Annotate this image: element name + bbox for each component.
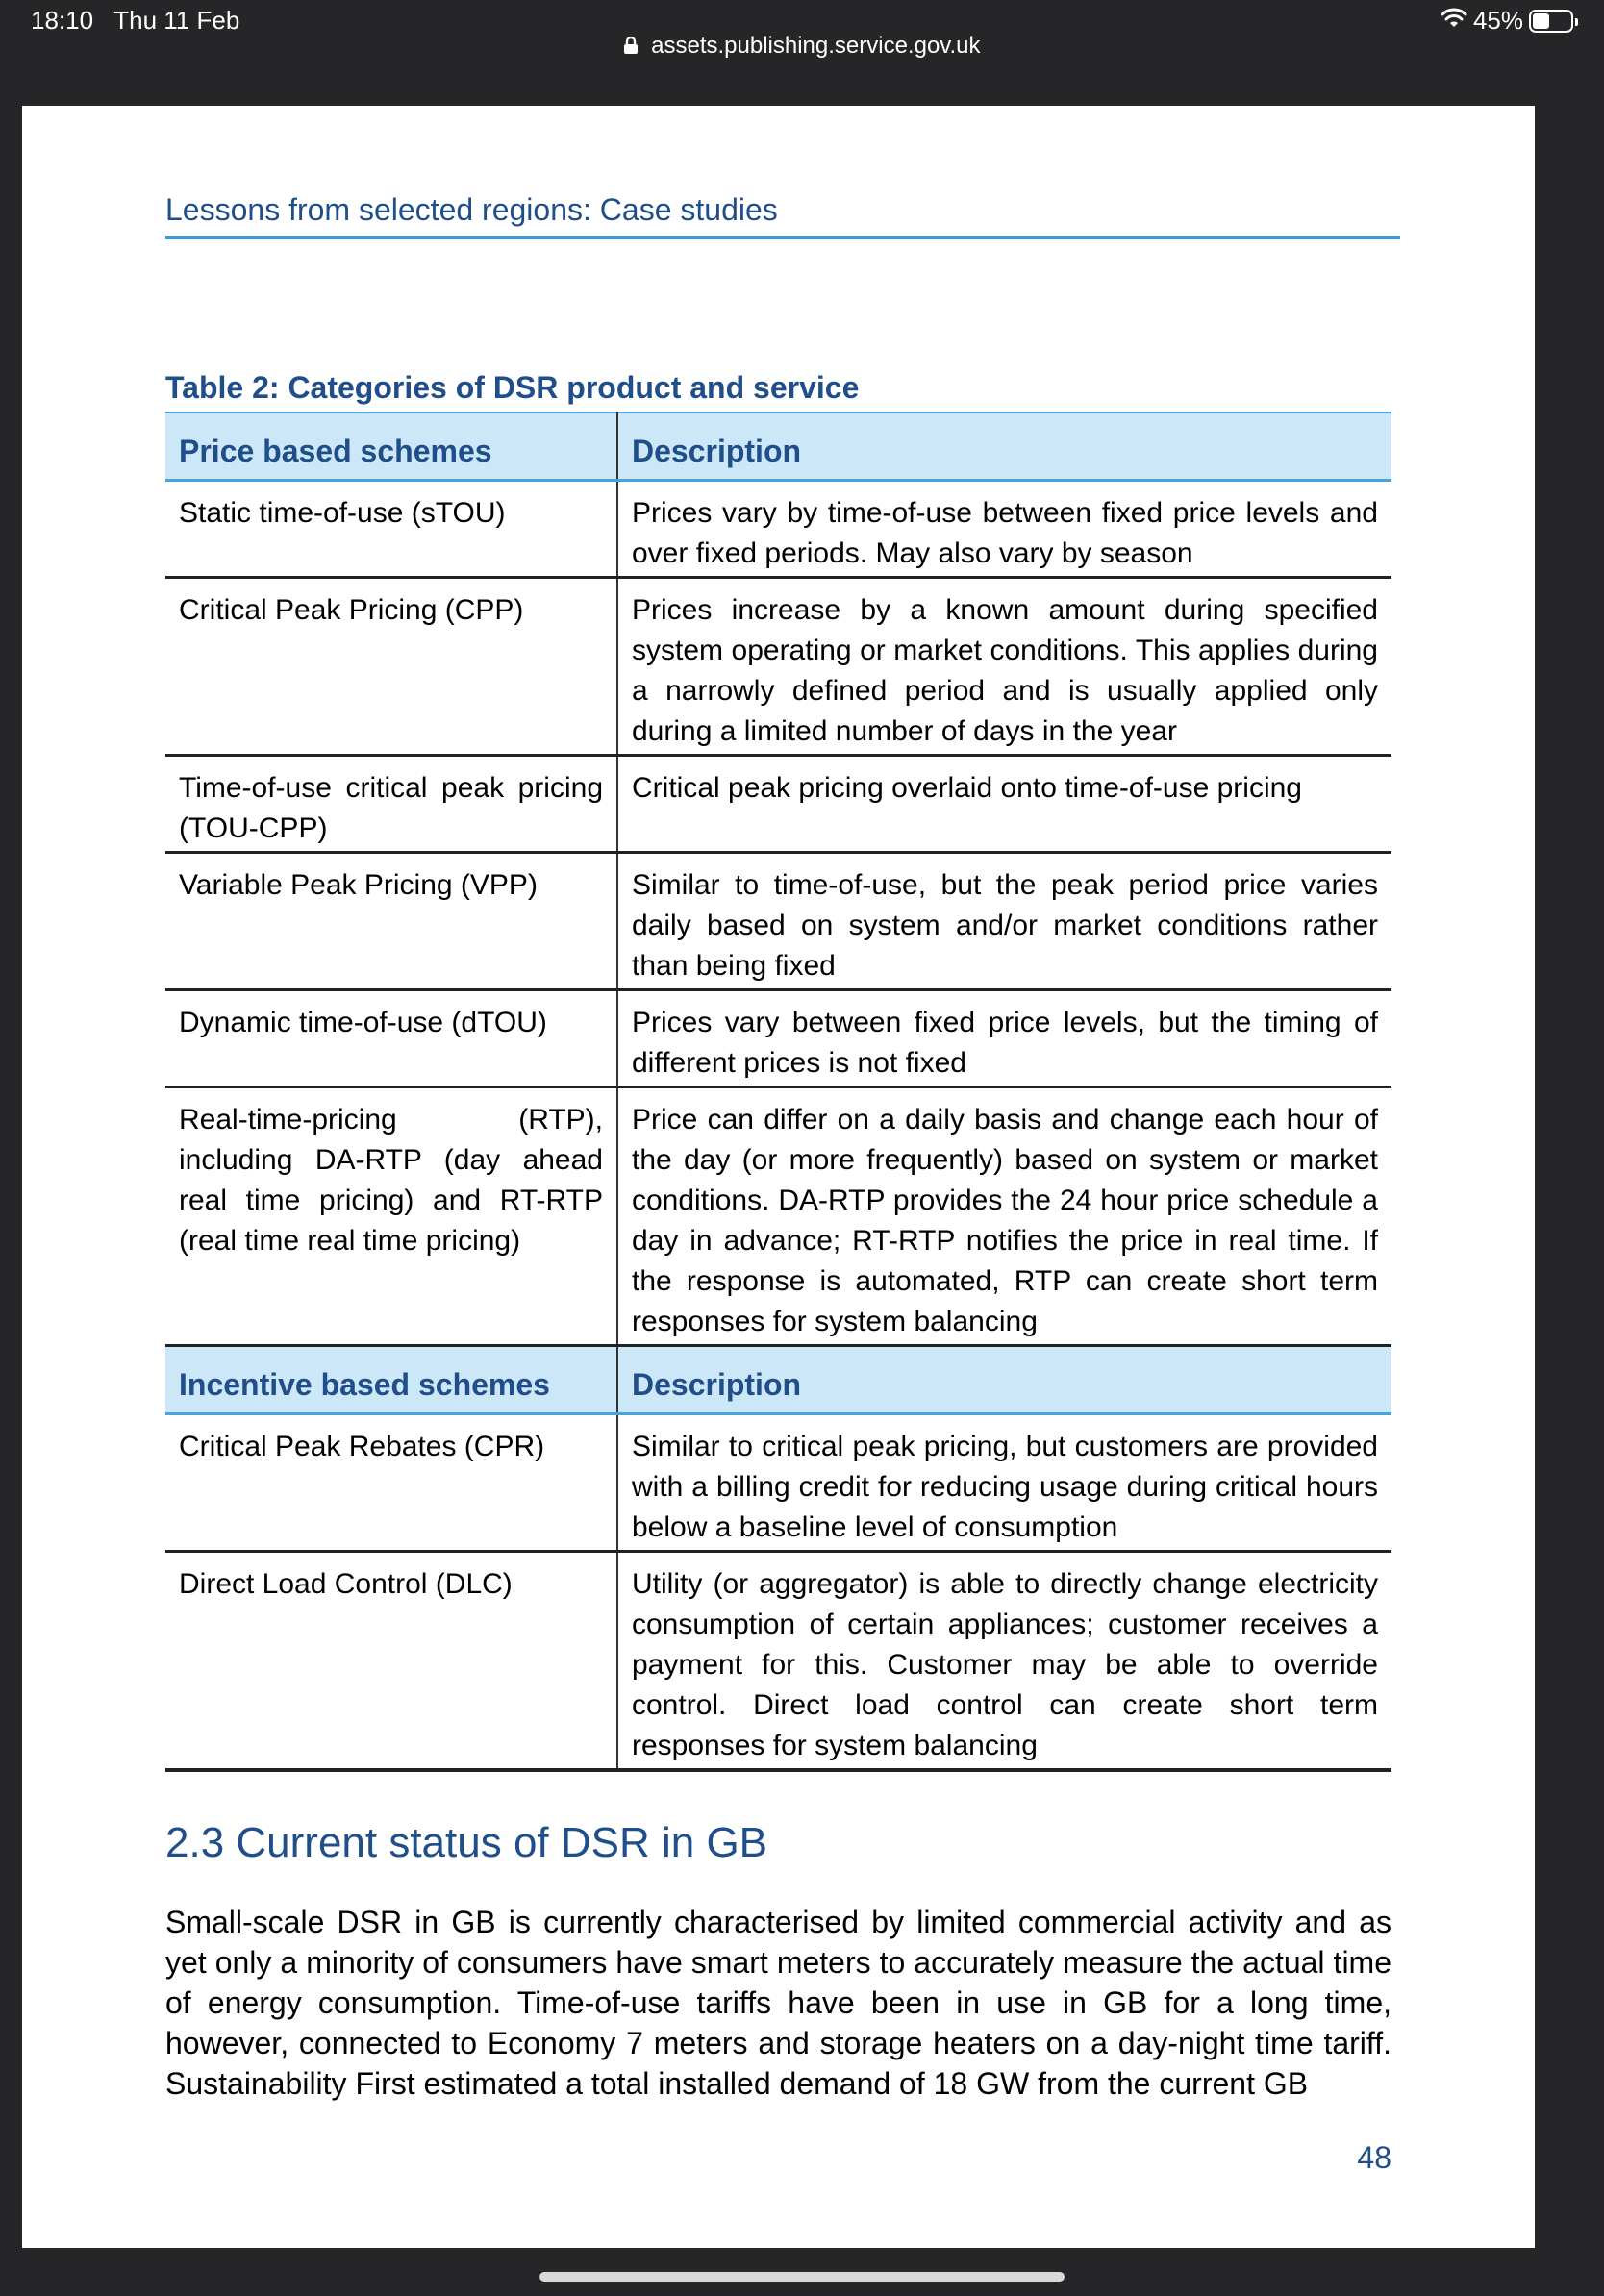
description-cell: Prices increase by a known amount during specified system operating or market conditions. This applies during a narrowly defined period and is usually applied only during a limited number of days in the year	[617, 578, 1391, 756]
running-header: Lessons from selected regions: Case studies	[165, 192, 1400, 239]
scheme-cell: Dynamic time-of-use (dTOU)	[165, 990, 617, 1087]
page-number: 48	[1357, 2140, 1391, 2175]
scheme-cell: Real-time-pricing (RTP), including DA-RTP (day ahead real time pricing) and RT-RTP (real time real time pricing)	[165, 1087, 617, 1346]
dsr-table	[165, 412, 1391, 1772]
table-header-cell: Price based schemes	[165, 412, 617, 481]
scheme-cell: Critical Peak Pricing (CPP)	[165, 578, 617, 756]
description-cell: Critical peak pricing overlaid onto time-of-use pricing	[617, 756, 1391, 853]
table-row	[165, 578, 1391, 756]
battery-percent: 45%	[1472, 6, 1523, 35]
scheme-cell: Variable Peak Pricing (VPP)	[165, 853, 617, 990]
url-text: assets.publishing.service.gov.uk	[651, 33, 981, 59]
table-caption: Table 2: Categories of DSR product and service	[165, 370, 860, 405]
scheme-cell: Time-of-use critical peak pricing (TOU-CPP)	[165, 756, 617, 853]
section-heading: 2.3 Current status of DSR in GB	[165, 1819, 768, 1866]
wifi-icon	[1441, 6, 1467, 36]
address-bar[interactable]	[0, 33, 1604, 62]
status-time-date	[31, 6, 239, 36]
table-header-cell: Incentive based schemes	[165, 1346, 617, 1414]
scheme-cell: Static time-of-use (sTOU)	[165, 481, 617, 578]
status-time: 18:10	[31, 6, 94, 35]
table-row	[165, 756, 1391, 853]
description-cell: Price can differ on a daily basis and change each hour of the day (or more frequently) based on system or market conditions. DA-RTP provides the 24 hour price schedule a day in advance; RT-RTP notifies the price in real time. If the response is automated, RTP can create short term responses for system balancing	[617, 1087, 1391, 1346]
description-cell: Prices vary between fixed price levels, but the timing of different prices is not fixed	[617, 990, 1391, 1087]
table-row	[165, 853, 1391, 990]
description-cell: Similar to time-of-use, but the peak period price varies daily based on system and/or market conditions rather than being fixed	[617, 853, 1391, 990]
table-header-cell: Description	[617, 1346, 1391, 1414]
table-header-incentive	[165, 1346, 1391, 1414]
body-paragraph: Small-scale DSR in GB is currently characterised by limited commercial activity and as yet only a minority of consumers have smart meters to accurately measure the actual time of energy consumption. Time-of-use tariffs have been in use in GB for a long time, however, connected to Economy 7 meters and storage heaters on a day-night time tariff. Sustainability First estimated a total installed demand of 18 GW from the current GB	[165, 1905, 1391, 2101]
description-cell: Similar to critical peak pricing, but customers are provided with a billing credit for reducing usage during critical hours below a baseline level of consumption	[617, 1414, 1391, 1552]
table-row	[165, 1552, 1391, 1771]
table-row	[165, 481, 1391, 578]
lock-icon	[623, 35, 639, 62]
table-header-price	[165, 412, 1391, 481]
scheme-cell: Critical Peak Rebates (CPR)	[165, 1414, 617, 1552]
home-indicator[interactable]	[539, 2272, 1065, 2282]
pdf-page	[22, 106, 1535, 2248]
table-row	[165, 1414, 1391, 1552]
table-header-cell: Description	[617, 412, 1391, 481]
battery-icon	[1529, 10, 1573, 33]
description-cell: Utility (or aggregator) is able to directly change electricity consumption of certain appliances; customer receives a payment for this. Customer may be able to override control. Direct load control can create short term responses for system balancing	[617, 1552, 1391, 1771]
description-cell: Prices vary by time-of-use between fixed price levels and over fixed periods. May also vary by season	[617, 481, 1391, 578]
scheme-cell: Direct Load Control (DLC)	[165, 1552, 617, 1771]
status-right	[1441, 6, 1573, 36]
status-date: Thu 11 Feb	[113, 6, 240, 35]
table-row	[165, 990, 1391, 1087]
table-row	[165, 1087, 1391, 1346]
